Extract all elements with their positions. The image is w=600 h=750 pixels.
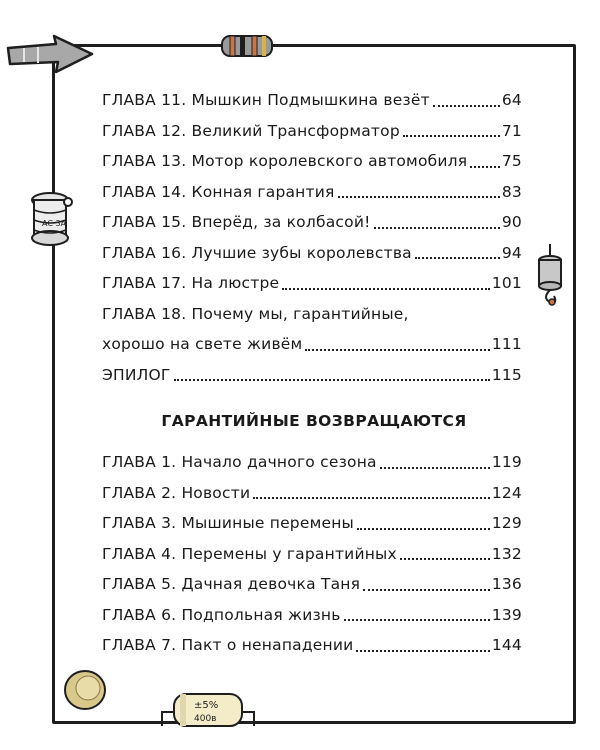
chapter-number: 12. (161, 121, 187, 140)
dot-leader (338, 192, 500, 198)
page-number: 90 (501, 213, 522, 231)
page-number: 124 (491, 483, 522, 502)
page-number: 64 (501, 91, 522, 109)
coil-label: AC 3A (42, 219, 67, 228)
dot-leader (356, 646, 489, 652)
toc-entry (102, 78, 522, 109)
dot-leader (305, 345, 489, 351)
chapter-label: ГЛАВА (102, 304, 156, 323)
page-number: 136 (491, 575, 522, 593)
chapter-title: На люстре (191, 274, 280, 292)
toc-entry (102, 139, 522, 170)
chapter-label: ГЛАВА (102, 182, 156, 201)
page-number: 83 (501, 182, 522, 201)
chapter-label: ГЛАВА (102, 213, 156, 231)
page-number: 144 (491, 636, 522, 654)
chapter-title: Новости (181, 483, 251, 502)
dot-leader (344, 615, 490, 621)
resistor-icon (200, 34, 296, 62)
chapter-label: ГЛАВА (102, 605, 156, 624)
page-number: 129 (491, 514, 522, 532)
chapter-title: Мотор королевского автомобиля (191, 152, 468, 170)
chapter-title: Начало дачного сезона (181, 453, 377, 471)
chapter-title-continued: хорошо на свете живём (102, 335, 303, 353)
chapter-title: Почему мы, гарантийные, (191, 304, 409, 323)
page-number: 101 (491, 274, 522, 292)
chapter-label: ГЛАВА (102, 121, 156, 140)
chapter-number: 2. (161, 483, 177, 502)
chapter-title: Мышкин Подмышкина везёт (191, 91, 430, 109)
chapter-label: ГЛАВА (102, 243, 156, 262)
chapter-title: Лучшие зубы королевства (191, 243, 412, 262)
page-number: 115 (491, 365, 522, 384)
chapter-number: 17. (161, 274, 187, 292)
chapter-title: Перемены у гарантийных (181, 544, 397, 563)
page-number: 139 (491, 605, 522, 624)
chapter-number: 13. (161, 152, 187, 170)
chapter-label: ГЛАВА (102, 544, 156, 563)
dot-leader (174, 375, 490, 381)
toc-entry (102, 471, 522, 502)
chapter-number: 14. (161, 182, 187, 201)
toc-entry (102, 593, 522, 624)
dot-leader (380, 463, 490, 469)
toc-entry (102, 231, 522, 262)
chapter-label: ГЛАВА (102, 575, 156, 593)
chapter-title: Дачная девочка Таня (181, 575, 361, 593)
toc-entry (102, 109, 522, 140)
chapter-label: ГЛАВА (102, 274, 156, 292)
page-number: 132 (491, 544, 522, 563)
chapter-label: ГЛАВА (102, 91, 156, 109)
chapter-number: 7. (161, 636, 177, 654)
chapter-title: Вперёд, за колбасой! (191, 213, 371, 231)
dot-leader (282, 284, 490, 290)
dot-leader (400, 554, 490, 560)
chapter-number: 6. (161, 605, 177, 624)
chapter-number: 1. (161, 453, 177, 471)
toc-entry-chapter-18-line-1 (102, 292, 522, 323)
toc-part-1 (102, 78, 522, 383)
page-number: 94 (501, 243, 522, 262)
toc-entry (102, 440, 522, 471)
chapter-title: Конная гарантия (191, 182, 335, 201)
toc-entry (102, 170, 522, 201)
chapter-number: 11. (161, 91, 187, 109)
arrow-icon (4, 34, 96, 76)
dot-leader (403, 131, 500, 137)
chapter-number: 18. (161, 304, 187, 323)
capacitor-bottom-icon (160, 690, 256, 730)
dot-leader (415, 253, 500, 259)
toc-entry (102, 623, 522, 654)
capacitor-label-voltage: 400в (194, 714, 217, 724)
toc-entry-chapter-18-line-2 (102, 322, 522, 353)
chapter-label: ГЛАВА (102, 152, 156, 170)
chapter-title: Великий Трансформатор (191, 121, 400, 140)
page-number: 75 (501, 152, 522, 170)
chapter-number: 15. (161, 213, 187, 231)
page-number: 71 (501, 121, 522, 140)
toc-entry (102, 261, 522, 292)
dot-leader (363, 585, 490, 591)
toc-entry (102, 532, 522, 563)
epilogue-title: ЭПИЛОГ (102, 365, 171, 384)
dot-leader (433, 101, 500, 107)
toc-entry (102, 200, 522, 231)
page-number: 111 (491, 335, 522, 353)
capacitor-label-tolerance: ±5% (194, 700, 219, 711)
chapter-label: ГЛАВА (102, 453, 156, 471)
dot-leader (470, 162, 500, 168)
chapter-number: 4. (161, 544, 177, 563)
dot-leader (253, 493, 490, 499)
chapter-label: ГЛАВА (102, 636, 156, 654)
toc-part-2 (102, 440, 522, 654)
chapter-title: Подпольная жизнь (181, 605, 341, 624)
section-title: ГАРАНТИЙНЫЕ ВОЗВРАЩАЮТСЯ (161, 412, 467, 430)
chapter-label: ГЛАВА (102, 483, 156, 502)
toc-entry (102, 501, 522, 532)
chapter-number: 16. (161, 243, 187, 262)
toc-entry (102, 562, 522, 593)
chapter-number: 5. (161, 575, 177, 593)
chapter-title: Мышиные перемены (181, 514, 354, 532)
page-number: 119 (491, 453, 522, 471)
toc-entry-epilogue (102, 353, 522, 384)
dot-leader (374, 223, 500, 229)
coin-icon (62, 668, 108, 712)
capacitor-right-icon (532, 244, 568, 306)
chapter-label: ГЛАВА (102, 514, 156, 532)
chapter-number: 3. (161, 514, 177, 532)
chapter-title: Пакт о ненападении (181, 636, 354, 654)
coil-icon (28, 190, 76, 252)
dot-leader (357, 524, 490, 530)
